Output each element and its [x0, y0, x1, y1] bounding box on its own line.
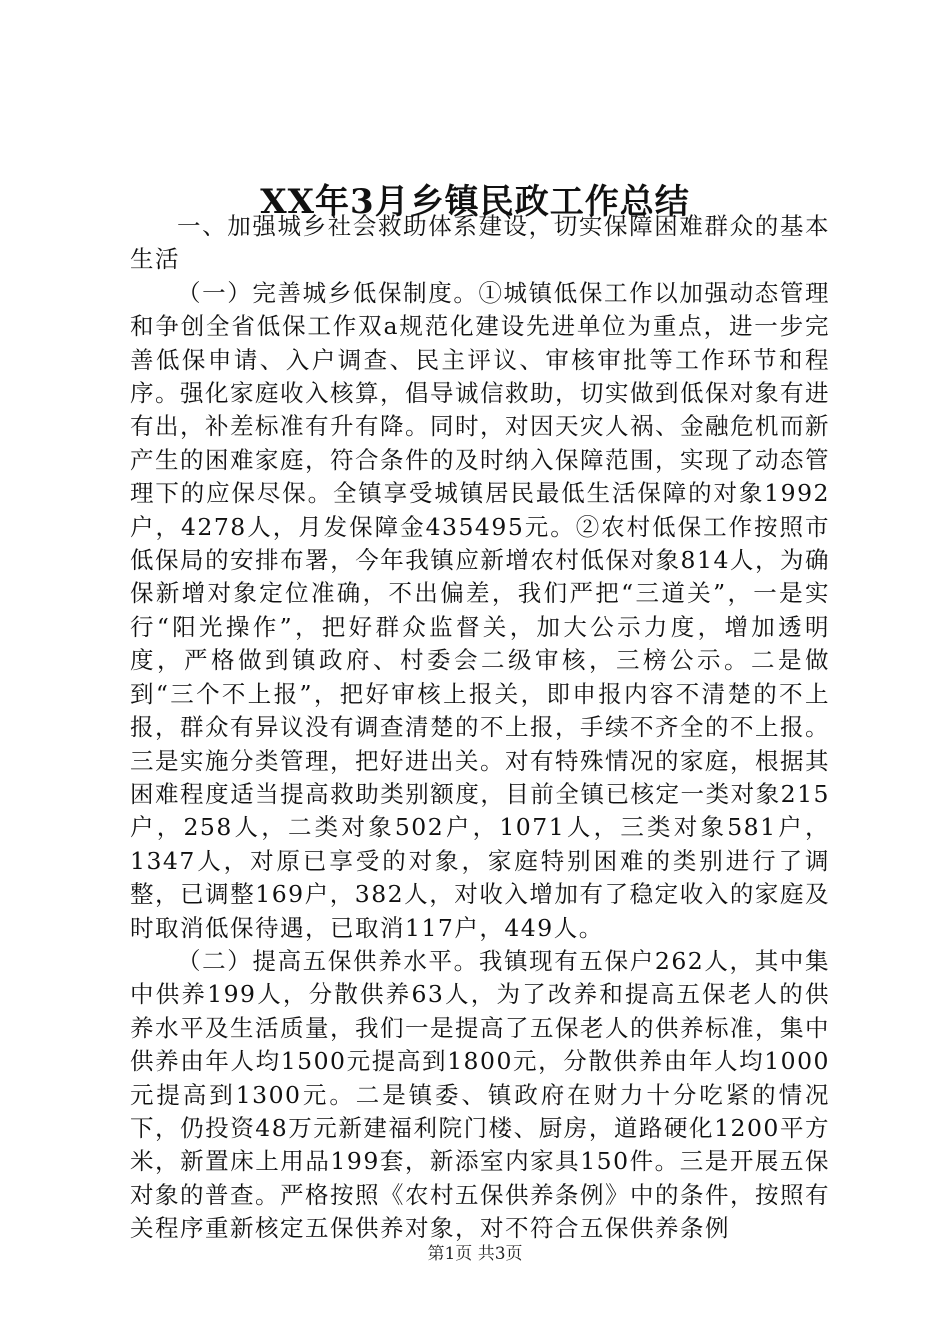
- paragraph: （二）提高五保供养水平。我镇现有五保户262人，其中集中供养199人，分散供养63人，为了改养和提高五保老人的供养水平及生活质量，我们一是提高了五保老人的供养标准，集中供养由年人均1500元提高到1800元，分散供养由年人均1000元提高到1300元。二是镇委、镇政府在财力十分吃紧的情况下，仍投资48万元新建福利院门楼、厨房，道路硬化1200平方米，新置床上用品199套，新添室内家具150件。三是开展五保对象的普查。严格按照《农村五保供养条例》中的条件，按照有关程序重新核定五保供养对象，对不符合五保供养条例: [130, 946, 830, 1243]
- document-title: XX年3月乡镇民政工作总结: [260, 182, 690, 222]
- paragraph: （一）完善城乡低保制度。①城镇低保工作以加强动态管理和争创全省低保工作双a规范化建设先进单位为重点，进一步完善低保申请、入户调查、民主评议、审核审批等工作环节和程序。强化家庭收入核算，倡导诚信救助，切实做到低保对象有进有出，补差标准有升有降。同时，对因天灾人祸、金融危机而新产生的困难家庭，符合条件的及时纳入保障范围，实现了动态管理下的应保尽保。全镇享受城镇居民最低生活保障的对象1992户，4278人，月发保障金435495元。②农村低保工作按照市低保局的安排布署，今年我镇应新增农村低保对象814人，为确保新增对象定位准确，不出偏差，我们严把“三道关”，一是实行“阳光操作”，把好群众监督关，加大公示力度，增加透明度，严格做到镇政府、村委会二级审核，三榜公示。二是做到“三个不上报”，把好审核上报关，即申报内容不清楚的不上报，群众有异议没有调查清楚的不上报，手续不齐全的不上报。三是实施分类管理，把好进出关。对有特殊情况的家庭，根据其困难程度适当提高救助类别额度，目前全镇已核定一类对象215户，258人，二类对象502户，1071人，三类对象581户，1347人，对原已享受的对象，家庭特别困难的类别进行了调整，已调整169户，382人，对收入增加有了稳定收入的家庭及时取消低保待遇，已取消117户，449人。: [130, 278, 830, 942]
- document-body: [130, 210, 830, 1246]
- section-heading: 一、加强城乡社会救助体系建设，切实保障困难群众的基本生活: [130, 212, 830, 274]
- page-footer: 第1页 共3页: [427, 1244, 523, 1264]
